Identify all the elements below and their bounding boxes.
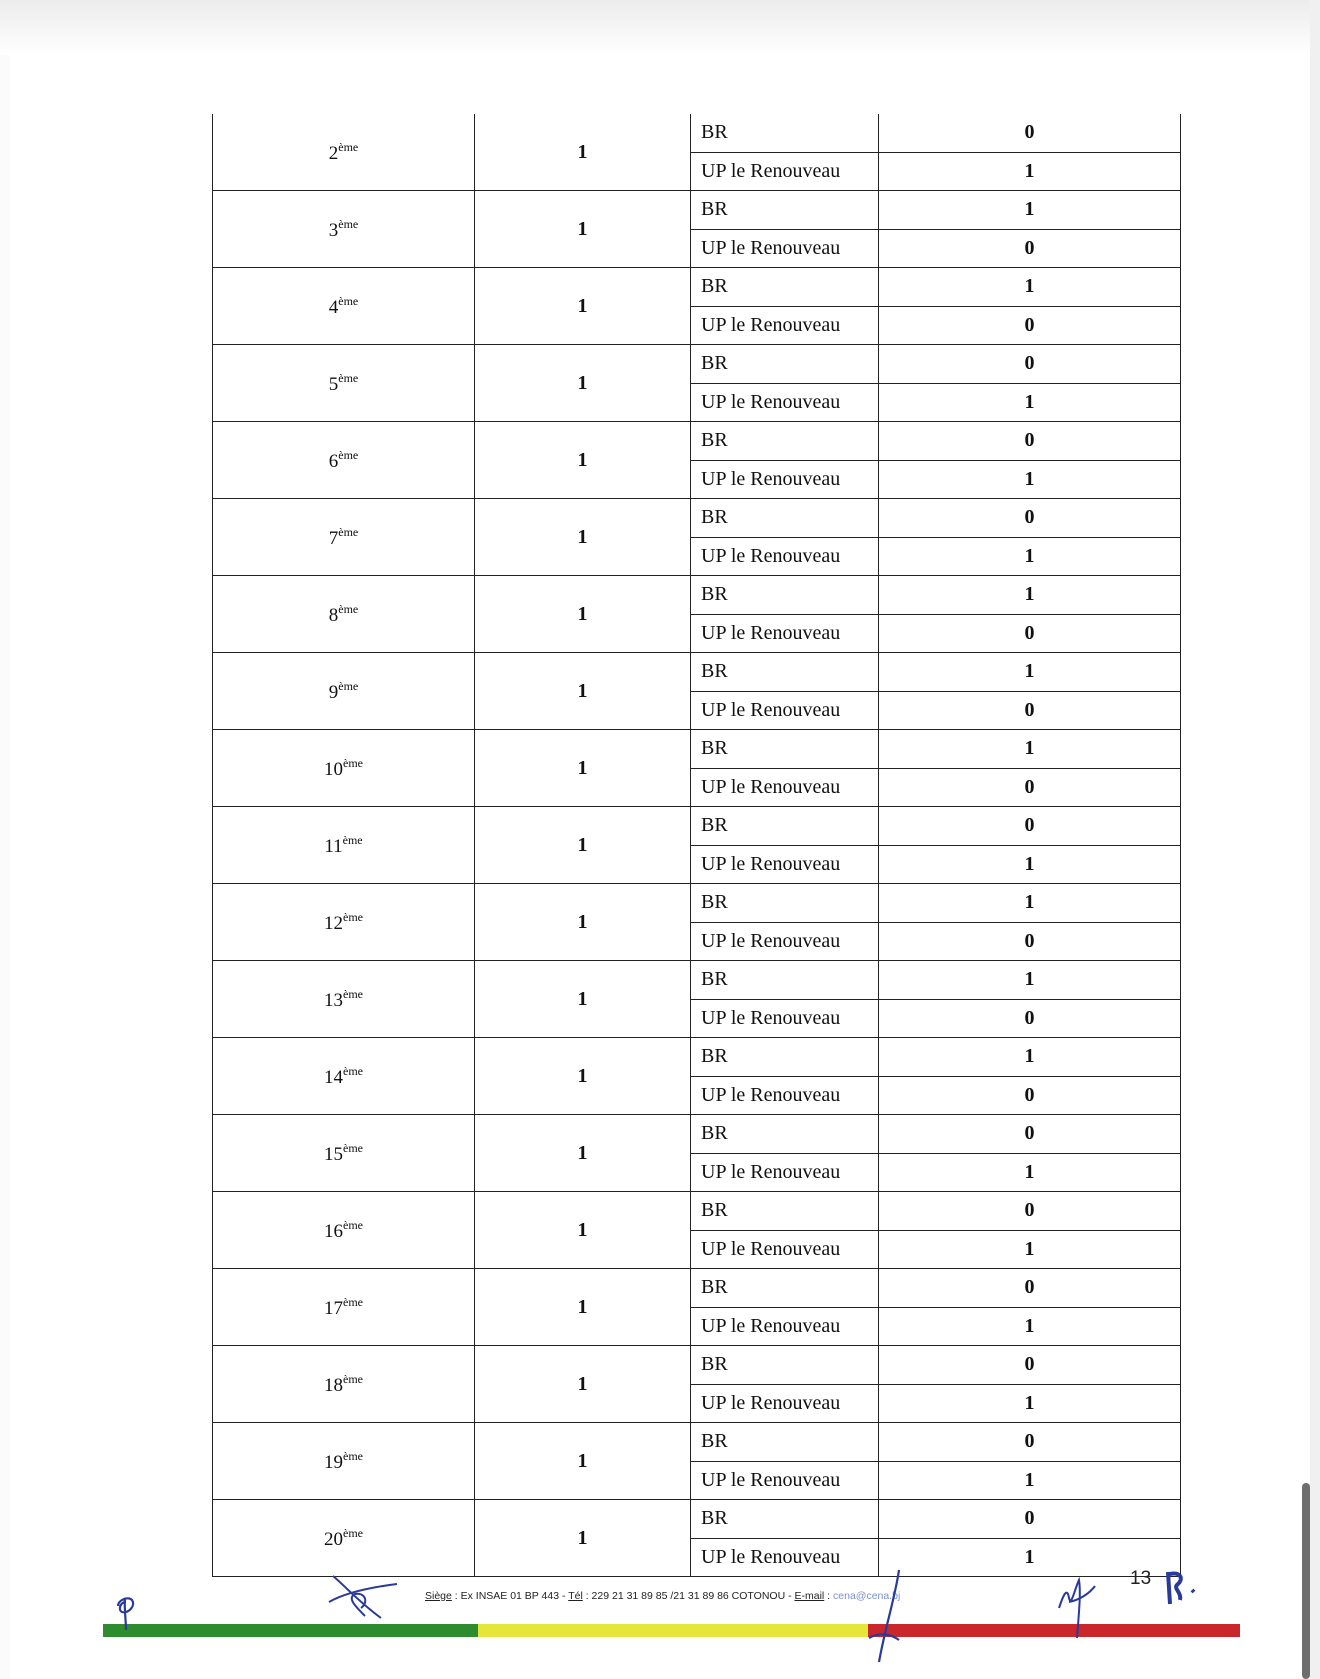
party-value-cell: 0 (879, 1192, 1181, 1231)
rank-cell (213, 884, 475, 961)
seats-cell: 1 (475, 1500, 691, 1577)
party-name-cell: BR (691, 499, 879, 538)
party-value-cell: 0 (879, 768, 1181, 807)
party-value-cell: 1 (879, 268, 1181, 307)
party-value-cell: 1 (879, 961, 1181, 1000)
rank-number: 15 (324, 1143, 343, 1165)
party-value-cell: 1 (879, 1384, 1181, 1423)
seats-cell: 1 (475, 576, 691, 653)
party-value-cell: 0 (879, 1269, 1181, 1308)
footer-tel-label: Tél (568, 1590, 583, 1602)
seats-cell: 1 (475, 961, 691, 1038)
party-value-cell: 1 (879, 1038, 1181, 1077)
footer-address-text: : Ex INSAE 01 BP 443 - (451, 1590, 569, 1602)
party-name-cell: UP le Renouveau (691, 922, 879, 961)
party-name-cell: UP le Renouveau (691, 1307, 879, 1346)
rank-number: 16 (324, 1220, 343, 1242)
party-name-cell: UP le Renouveau (691, 229, 879, 268)
signature-initial-3 (865, 1568, 925, 1664)
party-name-cell: BR (691, 1269, 879, 1308)
party-value-cell: 0 (879, 499, 1181, 538)
party-name-cell: BR (691, 1346, 879, 1385)
party-name-cell: BR (691, 807, 879, 846)
rank-cell (213, 1423, 475, 1500)
rank-number: 7 (328, 527, 339, 549)
footer-siege-label: Siège (425, 1590, 452, 1602)
rank-cell (213, 1500, 475, 1577)
rank-cell (213, 1038, 475, 1115)
rank-suffix: ème (338, 524, 359, 539)
party-name-cell: UP le Renouveau (691, 383, 879, 422)
rank-cell (213, 1346, 475, 1423)
seats-cell: 1 (475, 807, 691, 884)
table-row (213, 499, 1181, 538)
results-body (213, 114, 1181, 1577)
table-row (213, 1269, 1181, 1308)
party-name-cell: UP le Renouveau (691, 1538, 879, 1577)
party-name-cell: BR (691, 1500, 879, 1539)
party-name-cell: BR (691, 191, 879, 230)
party-name-cell: BR (691, 422, 879, 461)
party-value-cell: 1 (879, 460, 1181, 499)
seats-cell: 1 (475, 653, 691, 730)
rank-cell (213, 499, 475, 576)
party-value-cell: 0 (879, 614, 1181, 653)
party-value-cell: 0 (879, 999, 1181, 1038)
party-name-cell: UP le Renouveau (691, 1076, 879, 1115)
rank-cell (213, 1192, 475, 1269)
table-row (213, 1500, 1181, 1539)
rank-cell (213, 807, 475, 884)
party-value-cell: 1 (879, 845, 1181, 884)
footer-address (425, 1590, 900, 1602)
footer-phones: : 229 21 31 89 85 /21 31 89 86 COTONOU - (582, 1590, 795, 1602)
rank-number: 2 (328, 142, 339, 164)
seats-cell: 1 (475, 499, 691, 576)
seats-cell: 1 (475, 422, 691, 499)
seats-cell: 1 (475, 884, 691, 961)
table-row (213, 653, 1181, 692)
party-name-cell: UP le Renouveau (691, 152, 879, 191)
party-value-cell: 0 (879, 114, 1181, 152)
party-name-cell: UP le Renouveau (691, 768, 879, 807)
rank-suffix: ème (343, 1217, 363, 1232)
seats-cell: 1 (475, 1346, 691, 1423)
seats-cell: 1 (475, 1269, 691, 1346)
rank-number: 8 (328, 604, 339, 626)
party-value-cell: 0 (879, 1346, 1181, 1385)
rank-cell (213, 576, 475, 653)
party-value-cell: 0 (879, 422, 1181, 461)
rank-number: 12 (324, 912, 343, 934)
rank-number: 9 (328, 681, 339, 703)
rank-number: 17 (324, 1297, 343, 1319)
signature-initial-2 (325, 1572, 405, 1624)
rank-suffix: ème (338, 216, 359, 231)
party-value-cell: 1 (879, 1230, 1181, 1269)
rank-suffix: ème (343, 986, 363, 1001)
table-row (213, 961, 1181, 1000)
table-row (213, 1346, 1181, 1385)
party-value-cell: 1 (879, 653, 1181, 692)
party-name-cell: UP le Renouveau (691, 537, 879, 576)
rank-cell (213, 422, 475, 499)
rank-cell (213, 1115, 475, 1192)
party-name-cell: UP le Renouveau (691, 999, 879, 1038)
rank-suffix: ème (342, 832, 363, 847)
party-name-cell: BR (691, 114, 879, 152)
rank-number: 10 (324, 758, 343, 780)
party-name-cell: BR (691, 730, 879, 769)
rank-suffix: ème (343, 1063, 363, 1078)
rank-number: 19 (324, 1451, 343, 1473)
table-row (213, 884, 1181, 923)
table-row (213, 114, 1181, 152)
party-value-cell: 1 (879, 191, 1181, 230)
rank-number: 3 (328, 219, 339, 241)
page-number: 13 (1130, 1568, 1152, 1589)
rank-suffix: ème (338, 139, 359, 154)
rank-cell (213, 268, 475, 345)
table-row (213, 1038, 1181, 1077)
party-value-cell: 1 (879, 152, 1181, 191)
rank-suffix: ème (343, 755, 363, 770)
party-value-cell: 1 (879, 1307, 1181, 1346)
rank-cell (213, 730, 475, 807)
party-value-cell: 0 (879, 1115, 1181, 1154)
party-value-cell: 0 (879, 691, 1181, 730)
party-value-cell: 0 (879, 807, 1181, 846)
rank-suffix: ème (343, 909, 363, 924)
rank-number: 14 (324, 1066, 343, 1088)
rank-number: 13 (324, 989, 343, 1011)
rank-suffix: ème (343, 1294, 363, 1309)
party-value-cell: 1 (879, 1461, 1181, 1500)
table-row (213, 807, 1181, 846)
rank-cell (213, 345, 475, 422)
rank-suffix: ème (338, 447, 359, 462)
party-name-cell: UP le Renouveau (691, 691, 879, 730)
signature-initial-1 (108, 1590, 148, 1638)
rank-suffix: ème (338, 601, 359, 616)
party-value-cell: 0 (879, 1076, 1181, 1115)
rank-cell (213, 653, 475, 730)
party-value-cell: 1 (879, 1538, 1181, 1577)
party-name-cell: BR (691, 1115, 879, 1154)
rank-number: 5 (328, 373, 339, 395)
party-name-cell: UP le Renouveau (691, 1153, 879, 1192)
party-name-cell: BR (691, 576, 879, 615)
party-value-cell: 0 (879, 1423, 1181, 1462)
party-name-cell: BR (691, 884, 879, 923)
party-value-cell: 0 (879, 922, 1181, 961)
party-name-cell: UP le Renouveau (691, 845, 879, 884)
table-row (213, 345, 1181, 384)
party-name-cell: BR (691, 345, 879, 384)
seats-cell: 1 (475, 730, 691, 807)
seats-cell: 1 (475, 1192, 691, 1269)
rank-suffix: ème (343, 1140, 363, 1155)
party-name-cell: UP le Renouveau (691, 614, 879, 653)
scrollbar-thumb[interactable] (1302, 1483, 1310, 1679)
rank-suffix: ème (338, 370, 359, 385)
rank-suffix: ème (343, 1371, 363, 1386)
signature-initial-4 (1055, 1572, 1105, 1644)
seats-cell: 1 (475, 1423, 691, 1500)
rank-number: 6 (328, 450, 339, 472)
rank-suffix: ème (338, 678, 359, 693)
rank-number: 4 (328, 296, 339, 318)
party-value-cell: 0 (879, 1500, 1181, 1539)
rank-number: 20 (324, 1528, 343, 1550)
table-row (213, 268, 1181, 307)
party-name-cell: BR (691, 1038, 879, 1077)
table-row (213, 1115, 1181, 1154)
seats-cell: 1 (475, 114, 691, 191)
party-value-cell: 1 (879, 383, 1181, 422)
signature-initial-5 (1160, 1568, 1210, 1608)
seats-cell: 1 (475, 1038, 691, 1115)
flag-green-stripe (103, 1624, 478, 1637)
table-row (213, 1192, 1181, 1231)
rank-cell (213, 114, 475, 191)
top-shade (0, 0, 1320, 55)
rank-cell (213, 191, 475, 268)
party-name-cell: BR (691, 268, 879, 307)
seats-cell: 1 (475, 191, 691, 268)
table-row (213, 422, 1181, 461)
footer-email-sep: : (824, 1590, 834, 1602)
seats-cell: 1 (475, 1115, 691, 1192)
party-value-cell: 0 (879, 345, 1181, 384)
party-name-cell: UP le Renouveau (691, 1384, 879, 1423)
party-value-cell: 1 (879, 576, 1181, 615)
party-value-cell: 0 (879, 306, 1181, 345)
seats-cell: 1 (475, 268, 691, 345)
table-row (213, 576, 1181, 615)
rank-cell (213, 961, 475, 1038)
party-name-cell: BR (691, 1423, 879, 1462)
party-value-cell: 0 (879, 229, 1181, 268)
table-row (213, 1423, 1181, 1462)
seats-cell: 1 (475, 345, 691, 422)
flag-yellow-stripe (478, 1624, 868, 1637)
results-table (212, 114, 1181, 1577)
party-name-cell: BR (691, 1192, 879, 1231)
party-value-cell: 1 (879, 730, 1181, 769)
table-row (213, 730, 1181, 769)
rank-number: 18 (324, 1374, 343, 1396)
rank-suffix: ème (343, 1525, 363, 1540)
party-name-cell: UP le Renouveau (691, 460, 879, 499)
party-name-cell: UP le Renouveau (691, 306, 879, 345)
party-value-cell: 1 (879, 1153, 1181, 1192)
footer-email-link[interactable]: cena@cena.bj (833, 1590, 901, 1602)
rank-number: 11 (324, 835, 343, 857)
footer-email-label: E-mail (794, 1590, 825, 1602)
rank-cell (213, 1269, 475, 1346)
rank-suffix: ème (343, 1448, 363, 1463)
party-name-cell: BR (691, 653, 879, 692)
party-value-cell: 1 (879, 537, 1181, 576)
party-value-cell: 1 (879, 884, 1181, 923)
party-name-cell: BR (691, 961, 879, 1000)
viewer-edge (1310, 0, 1320, 1679)
table-row (213, 191, 1181, 230)
rank-suffix: ème (338, 293, 359, 308)
party-name-cell: UP le Renouveau (691, 1230, 879, 1269)
party-name-cell: UP le Renouveau (691, 1461, 879, 1500)
